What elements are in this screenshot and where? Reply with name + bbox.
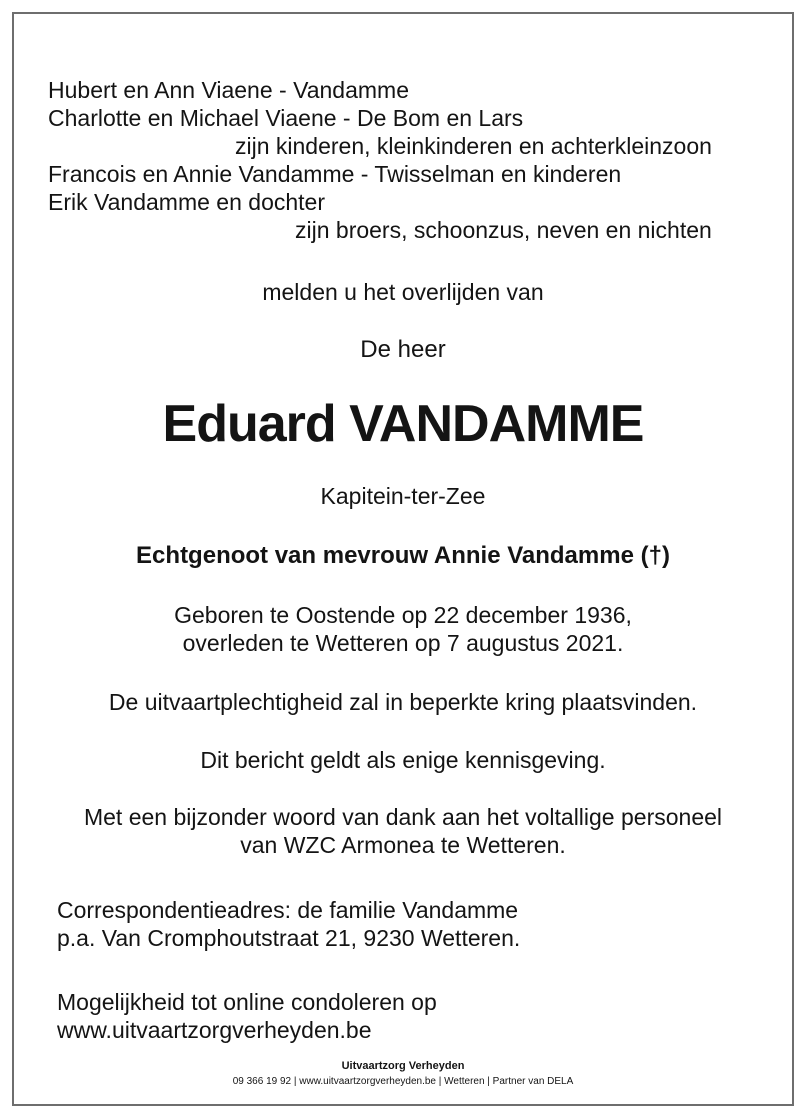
- salutation: De heer: [360, 336, 446, 363]
- deceased-title: Kapitein-ter-Zee: [320, 483, 486, 509]
- death-line: overleden te Wetteren op 7 augustus 2021.: [182, 630, 624, 656]
- only-notice: Dit bericht geldt als enige kennisgeving.: [200, 747, 606, 773]
- funeral-home-name: Uitvaartzorg Verheyden: [341, 1060, 465, 1072]
- funeral-home-info: 09 366 19 92 | www.uitvaartzorgverheyden.be | Wetteren | Partner van DELA: [232, 1076, 574, 1087]
- family-line-5: Erik Vandamme en dochter: [48, 189, 325, 215]
- correspondence-address-1: Correspondentieadres: de familie Vandamme: [57, 897, 519, 923]
- family-relation-children: zijn kinderen, kleinkinderen en achterkleinzoon: [235, 133, 712, 159]
- death-notice: [12, 12, 794, 1106]
- family-line-2: Charlotte en Michael Viaene - De Bom en Lars: [48, 105, 524, 131]
- thanks-line-1: Met een bijzonder woord van dank aan het voltallige personeel: [83, 804, 723, 830]
- correspondence-address-2: p.a. Van Cromphoutstraat 21, 9230 Wetteren.: [57, 925, 521, 951]
- spouse-line: Echtgenoot van mevrouw Annie Vandamme (†): [136, 542, 670, 569]
- thanks-line-2: van WZC Armonea te Wetteren.: [240, 832, 566, 858]
- family-relation-siblings: zijn broers, schoonzus, neven en nichten: [295, 217, 712, 243]
- funeral-notice: De uitvaartplechtigheid zal in beperkte kring plaatsvinden.: [108, 689, 698, 715]
- family-line-4: Francois en Annie Vandamme - Twisselman en kinderen: [48, 161, 622, 187]
- birth-line: Geboren te Oostende op 22 december 1936,: [174, 602, 632, 628]
- announcement-intro: melden u het overlijden van: [262, 279, 544, 305]
- condolence-url: www.uitvaartzorgverheyden.be: [57, 1017, 372, 1043]
- family-line-1: Hubert en Ann Viaene - Vandamme: [48, 77, 409, 103]
- deceased-name: Eduard VANDAMME: [162, 395, 644, 453]
- condolence-line-1: Mogelijkheid tot online condoleren op: [57, 989, 437, 1015]
